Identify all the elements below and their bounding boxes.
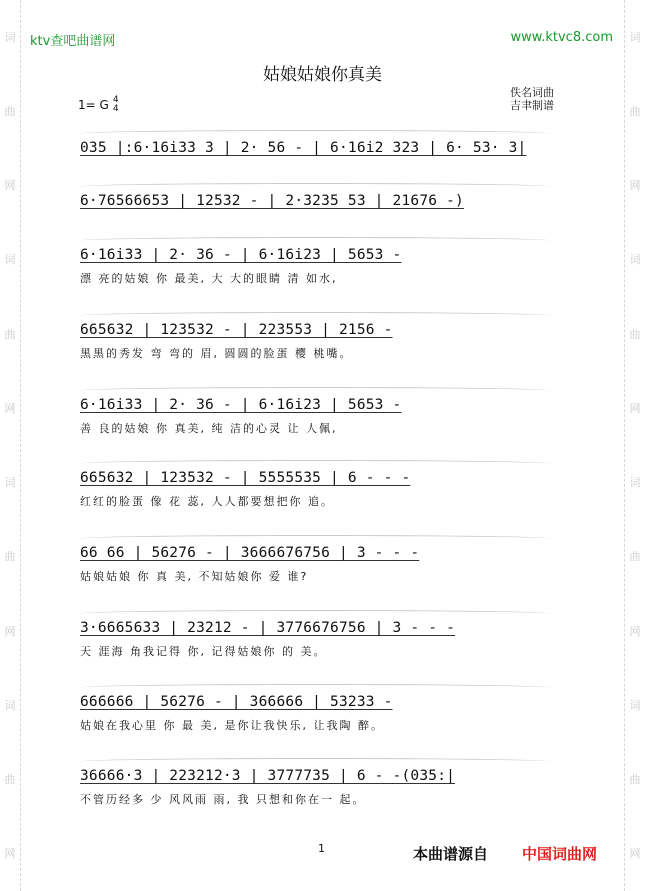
time-signature-top: 4 xyxy=(112,95,119,105)
watermark-char: 词 xyxy=(629,30,641,44)
lyrics-line: 天 涯海 角我记得 你, 记得姑娘你 的 美。 xyxy=(80,645,327,658)
lyrics-line xyxy=(80,164,572,180)
notation-line: 666666 | 56276 - | 366666 | 53233 - xyxy=(80,694,393,710)
notation-line: 36666·3 | 223212·3 | 3777735 | 6 - -(035:| xyxy=(80,768,456,784)
watermark-char: 词 xyxy=(629,253,641,267)
watermark-char: 曲 xyxy=(4,550,16,564)
lyrics-line: 红红的脸蛋 像 花 蕊, 人人都要想把你 追。 xyxy=(80,495,334,508)
watermark-char: 词 xyxy=(4,698,16,712)
right-watermark-strip xyxy=(624,0,645,891)
watermark-char: 词 xyxy=(629,698,641,712)
slur-mark xyxy=(80,387,550,394)
score-row-5 xyxy=(80,387,572,437)
score-row-4 xyxy=(80,312,572,362)
watermark-char: 曲 xyxy=(4,327,16,341)
key-label: 1= G xyxy=(78,98,109,112)
watermark-char: 网 xyxy=(4,847,16,861)
watermark-char: 网 xyxy=(4,624,16,638)
time-signature-bottom: 4 xyxy=(112,104,119,114)
slur-mark xyxy=(80,758,550,765)
notation-line: 3·6665633 | 23212 - | 3776676756 | 3 - - - xyxy=(80,620,456,636)
watermark-char: 曲 xyxy=(629,550,641,564)
watermark-char: 曲 xyxy=(4,104,16,118)
watermark-char: 曲 xyxy=(629,773,641,787)
slur-mark xyxy=(80,237,550,244)
watermark-char: 网 xyxy=(629,401,641,415)
watermark-char: 曲 xyxy=(629,327,641,341)
lyrics-line: 黑黑的秀发 弯 弯的 眉, 圆圆的脸蛋 樱 桃嘴。 xyxy=(80,347,353,360)
page-number: 1 xyxy=(318,842,325,855)
watermark-char: 网 xyxy=(629,179,641,193)
lyrics-line xyxy=(80,217,572,233)
slur-mark xyxy=(80,610,550,617)
source-label: 本曲谱源自 xyxy=(413,845,489,863)
notation-line: 665632 | 123532 - | 5555535 | 6 - - - xyxy=(80,470,411,486)
lyrics-line: 姑娘姑娘 你 真 美, 不知姑娘你 爱 谁? xyxy=(80,570,309,583)
score-row-2 xyxy=(80,183,572,233)
watermark-char: 网 xyxy=(629,624,641,638)
left-watermark-strip xyxy=(0,0,21,891)
credits xyxy=(510,86,554,112)
lyrics-line: 姑娘在我心里 你 最 美, 是你让我快乐, 让我陶 醉。 xyxy=(80,719,384,732)
header-site-left: ktv查吧曲谱网 xyxy=(30,34,116,49)
slur-mark xyxy=(80,312,550,319)
notation-line: 665632 | 123532 - | 223553 | 2156 - xyxy=(80,322,393,338)
lyrics-line: 漂 亮的姑娘 你 最美, 大 大的眼睛 清 如水, xyxy=(80,272,338,285)
header-site-right: www.ktvc8.com xyxy=(510,30,613,45)
notation-line: 66 66 | 56276 - | 3666676756 | 3 - - - xyxy=(80,545,420,561)
notation-line: 6·16i33 | 2· 36 - | 6·16i23 | 5653 - xyxy=(80,397,402,413)
watermark-char: 曲 xyxy=(629,104,641,118)
notation-line: 035 |:6·16i33 3 | 2· 56 - | 6·16i2 323 | 6· 53· 3| xyxy=(80,140,527,156)
score-row-7 xyxy=(80,535,572,585)
notation-line: 6·76566653 | 12532 - | 2·3235 53 | 21676 -) xyxy=(80,193,464,209)
watermark-char: 词 xyxy=(4,253,16,267)
credit-lyrics-music: 佚名词曲 xyxy=(510,86,554,99)
slur-mark xyxy=(80,183,550,190)
source-site-link[interactable]: 中国词曲网 xyxy=(522,845,598,863)
score-row-1 xyxy=(80,130,572,180)
slur-mark xyxy=(80,684,550,691)
score-row-10 xyxy=(80,758,572,808)
watermark-char: 词 xyxy=(4,30,16,44)
watermark-char: 网 xyxy=(4,401,16,415)
watermark-char: 词 xyxy=(629,476,641,490)
watermark-char: 词 xyxy=(4,476,16,490)
watermark-char: 曲 xyxy=(4,773,16,787)
score-row-3 xyxy=(80,237,572,287)
score-row-9 xyxy=(80,684,572,734)
score-row-8 xyxy=(80,610,572,660)
key-signature xyxy=(78,96,119,114)
time-signature xyxy=(113,96,119,114)
lyrics-line: 善 良的姑娘 你 真美, 纯 洁的心灵 让 人佩, xyxy=(80,422,338,435)
credit-transcriber: 吉聿制谱 xyxy=(510,99,554,112)
watermark-char: 网 xyxy=(4,179,16,193)
song-title: 姑娘姑娘你真美 xyxy=(263,65,382,85)
lyrics-line: 不管历经多 少 风风雨 雨, 我 只想和你在一 起。 xyxy=(80,793,366,806)
slur-mark xyxy=(80,535,550,542)
watermark-char: 网 xyxy=(629,847,641,861)
slur-mark xyxy=(80,130,550,137)
notation-line: 6·16i33 | 2· 36 - | 6·16i23 | 5653 - xyxy=(80,247,402,263)
score-row-6 xyxy=(80,460,572,510)
slur-mark xyxy=(80,460,550,467)
